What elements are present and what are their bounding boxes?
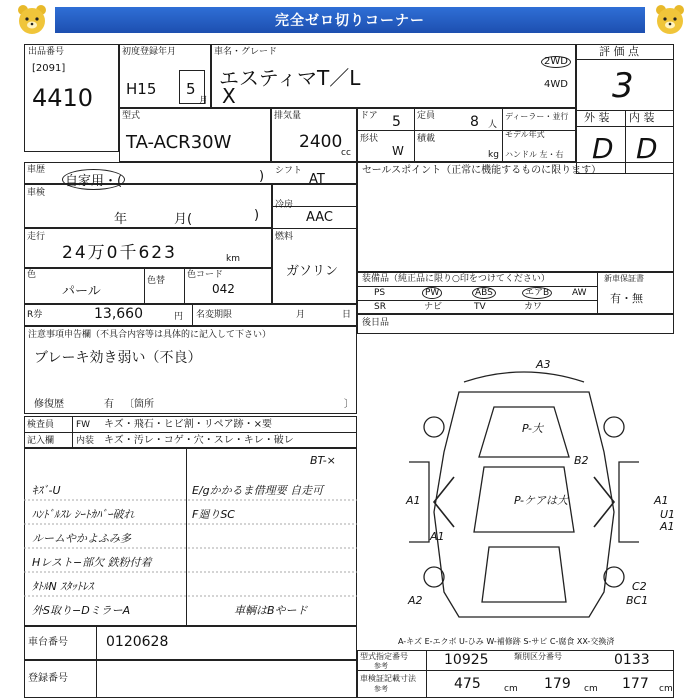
equipment-label: 装備品（純正品に限り○印をつけてください） — [362, 274, 550, 284]
inspection-row — [24, 184, 272, 228]
first-reg-label: 初度登録年月 — [122, 47, 177, 57]
mileage-label: 走行 — [27, 232, 46, 242]
dim-length: 475 — [454, 676, 481, 692]
equip-aw: AW — [572, 288, 587, 298]
capacity-label: 定員 — [417, 111, 436, 121]
inspection-label: 車検 — [27, 188, 46, 198]
month-unit: 月 — [199, 96, 209, 106]
type-no-label: 型式指定番号 — [360, 652, 408, 661]
diagram-mark-a1-right2: A1 — [660, 520, 675, 533]
exterior-label: 外 装 — [584, 111, 610, 124]
interior-label: 内 装 — [629, 111, 655, 124]
score-label: 評 価 点 — [599, 45, 639, 58]
fuel-label: 燃料 — [275, 232, 294, 242]
shift-label: シフト — [275, 166, 303, 176]
dim-unit-3: cm — [659, 684, 673, 694]
diagram-mark-p-large: P-大 — [522, 422, 544, 435]
repair-place: 〔箇所 — [124, 399, 154, 410]
inspector-label: 検査員 — [27, 420, 55, 430]
diagram-mark-a1-right: A1 — [654, 494, 669, 507]
auction-sheet: 出品番号 [2091] 4410 初度登録年月 H15 5 月 車名・グレード エスティマT／L X 2WD 4WD 評 価 点 3 外 装 内 装 D D 型式 TA-ACR30W 排気量 2400 cc ドア 5 形状 W 定員 8 人 積載 kg ディーラー・並行 モデル年式 ハンドル 左・右 車歴 自家用・( ) 車検 年 月( ) 走行 24万0千623 km 色 パール 色替 色コード 042 シフト AT 冷房 AAC 燃料 ガソリン R券 13,660 円 名変期限 月 日 注意事項申告欄（不具合内容等は具体的に記入して下さい） ブレーキ効き弱い（不良） 修復歴 有 〔箇所 〕 セールスポイント（正常に機能するものに限ります） 装備品（純正品に限り○印をつけてください） PS PW ABS エアB AW SR ナビ TV カワ 新車保証書 有・無 後日品 検査員 FW キズ・飛石・ヒビ割・リペア跡・×要 記入欄 内装 キズ・汚レ・コゲ・穴・スレ・キレ・破レ BT-× ｷｽﾞ-U ﾊﾝﾄﾞﾙｽﾚ ｼｰﾄｶﾊﾞｰ破れ ルームやかよふみ多 Hレスト−部欠 鉄粉付着 ﾀﾄﾙN ｽﾀｯﾄﾚｽ 外S取り−DミラーA E/gかかるま借理要 自走可 F廻りSC 車輌はBやード A3 P-大 P-ケアは大 B2 A1 A1 A1 U1 A1 C2 BC1 A2 A-キズ E-エクボ U-ひみ W-補修跡 S-サビ C-腐食 XX-交換済 車台番号 0120628 登録番号 型式指定番号 参考 10925 類別区分番号 0133 車検証記載寸法 参考 475 cm 179 cm 177 cm — [14, 42, 686, 698]
capacity-unit: 人 — [488, 120, 498, 130]
equip-airbag: エアB — [522, 287, 552, 299]
equip-pw: PW — [422, 287, 442, 299]
dim-unit-2: cm — [584, 684, 598, 694]
notes-text: ブレーキ効き弱い（不良） — [34, 350, 202, 366]
score-value: 3 — [612, 66, 634, 106]
hand-right-1: E/gかかるま借理要 自走可 — [192, 484, 324, 497]
shape-label: 形状 — [360, 134, 379, 144]
name-change-label: 名変期限 — [196, 310, 233, 320]
door-value: 5 — [392, 114, 401, 130]
hand-left-3: ルームやかよふみ多 — [32, 532, 131, 545]
inspector-fw: FW — [76, 420, 91, 430]
chassis-row — [24, 626, 357, 660]
entry-interior: 内装 — [76, 436, 95, 446]
recycle-label: R券 — [27, 310, 43, 320]
equip-sr: SR — [374, 302, 386, 312]
bear-mascot-icon — [14, 2, 50, 38]
lot-code: [2091] — [32, 63, 66, 74]
hand-left-4: Hレスト−部欠 鉄粉付着 — [32, 556, 152, 569]
guarantee-value: 有・無 — [610, 292, 643, 305]
first-reg-month: 5 — [186, 80, 196, 98]
car-name: エスティマT／L — [219, 66, 361, 90]
diagram-mark-bc1: BC1 — [626, 594, 649, 607]
color-label: 色 — [27, 270, 37, 280]
diagram-mark-c2: C2 — [632, 580, 647, 593]
inspector-items: キズ・飛石・ヒビ割・リペア跡・×要 — [104, 419, 272, 430]
recycle-unit: 円 — [174, 312, 184, 322]
reg-row — [24, 660, 357, 698]
color-code-label: 色コード — [187, 270, 224, 280]
hand-right-6: 車輌はBやード — [234, 604, 308, 617]
displacement-value: 2400 — [299, 132, 343, 152]
recycle-row — [24, 304, 357, 326]
selling-points-box — [357, 162, 674, 272]
ac-label: 冷房 — [275, 200, 294, 210]
recycle-value: 13,660 — [94, 306, 143, 322]
hand-left-2: ﾊﾝﾄﾞﾙｽﾚ ｼｰﾄｶﾊﾞｰ破れ — [32, 508, 135, 521]
repair-label: 修復歴 — [34, 399, 64, 410]
mileage-value: 24万0千623 — [62, 243, 177, 263]
dim-label: 車検証記載寸法 — [360, 674, 416, 683]
diagram-mark-u1: U1 — [660, 508, 676, 521]
interior-grade: D — [636, 132, 658, 165]
dim-height: 177 — [622, 676, 649, 692]
dealer-label: ディーラー・並行 — [505, 112, 569, 121]
history-label: 車歴 — [27, 165, 46, 175]
chassis-label: 車台番号 — [28, 637, 68, 648]
fuel-value: ガソリン — [286, 264, 339, 279]
reg-label: 登録番号 — [28, 673, 68, 684]
model-label: 型式 — [122, 111, 141, 121]
capacity-value: 8 — [470, 114, 479, 130]
notes-label: 注意事項申告欄（不具合内容等は具体的に記入して下さい） — [28, 330, 272, 340]
rear-seat-label: 後日品 — [362, 318, 390, 328]
ref-label-2: 参考 — [374, 685, 388, 693]
displacement-label: 排気量 — [274, 111, 302, 121]
model-value: TA-ACR30W — [126, 132, 232, 153]
inspection-close: ) — [254, 208, 260, 223]
dim-unit-1: cm — [504, 684, 518, 694]
equip-navi: ナビ — [424, 302, 443, 312]
mileage-unit: km — [226, 254, 240, 264]
banner-title: 完全ゼロ切りコーナー — [55, 7, 645, 33]
class-no-label: 類別区分番号 — [514, 652, 562, 661]
name-change-month: 月 — [296, 310, 306, 320]
diagram-mark-a1-left: A1 — [406, 494, 421, 507]
shape-value: W — [392, 144, 404, 158]
selling-points-label: セールスポイント（正常に機能するものに限ります） — [362, 165, 602, 176]
dim-width: 179 — [544, 676, 571, 692]
diagram-mark-a2: A2 — [408, 594, 423, 607]
lot-number: 4410 — [32, 84, 94, 112]
class-no-value: 0133 — [614, 652, 650, 668]
hand-left-1: ｷｽﾞ-U — [32, 484, 61, 497]
equip-leather: カワ — [524, 302, 543, 312]
hand-right-2: F廻りSC — [192, 508, 235, 521]
inspection-year: 年 — [114, 212, 128, 227]
guarantee-label: 新車保証書 — [604, 274, 644, 283]
history-value: 自家用・( — [62, 169, 125, 190]
diagram-mark-a3: A3 — [536, 358, 551, 371]
entry-items: キズ・汚レ・コゲ・穴・スレ・キレ・破レ — [104, 435, 294, 446]
lot-label: 出品番号 — [28, 47, 65, 57]
color-code-value: 042 — [212, 282, 235, 296]
equip-ps: PS — [374, 288, 386, 298]
model-year-label: モデル年式 — [505, 130, 545, 139]
first-reg-era: H15 — [126, 80, 157, 98]
handle-label: ハンドル 左・右 — [505, 150, 564, 159]
inspection-month: 月( — [174, 212, 193, 227]
entry-label: 記入欄 — [27, 436, 55, 446]
rear-seat-box — [357, 314, 674, 334]
load-label: 積載 — [417, 134, 436, 144]
diagram-mark-p-care: P-ケアは大 — [514, 494, 569, 507]
equip-abs: ABS — [472, 287, 496, 299]
diagram-mark-a1-left2: A1 — [430, 530, 445, 543]
hand-left-5: ﾀﾄﾙN ｽﾀｯﾄﾚｽ — [32, 580, 94, 593]
type-no-value: 10925 — [444, 652, 489, 668]
repair-value: 有 — [104, 399, 114, 410]
history-close: ) — [259, 169, 265, 184]
name-change-day: 日 — [342, 310, 352, 320]
car-grade: X — [222, 84, 236, 108]
color-change-label: 色替 — [147, 276, 166, 286]
color-value: パール — [62, 284, 101, 299]
car-name-label: 車名・グレード — [214, 47, 278, 57]
diagram-legend: A-キズ E-エクボ U-ひみ W-補修跡 S-サビ C-腐食 XX-交換済 — [398, 637, 615, 646]
exterior-grade: D — [592, 132, 614, 165]
ac-value: AAC — [306, 210, 333, 225]
drive-2wd: 2WD — [541, 56, 571, 68]
bear-mascot-icon — [652, 2, 688, 38]
chassis-value: 0120628 — [106, 634, 169, 650]
displacement-unit: cc — [341, 148, 351, 158]
hand-left-6: 外S取り−DミラーA — [32, 604, 131, 617]
door-label: ドア — [360, 111, 378, 121]
hand-bt: BT-× — [310, 454, 336, 467]
load-unit: kg — [488, 150, 499, 160]
diagram-mark-b2: B2 — [574, 454, 589, 467]
shift-value: AT — [309, 172, 325, 187]
drive-4wd: 4WD — [544, 79, 568, 90]
ref-label-1: 参考 — [374, 662, 388, 670]
equip-tv: TV — [474, 302, 486, 312]
